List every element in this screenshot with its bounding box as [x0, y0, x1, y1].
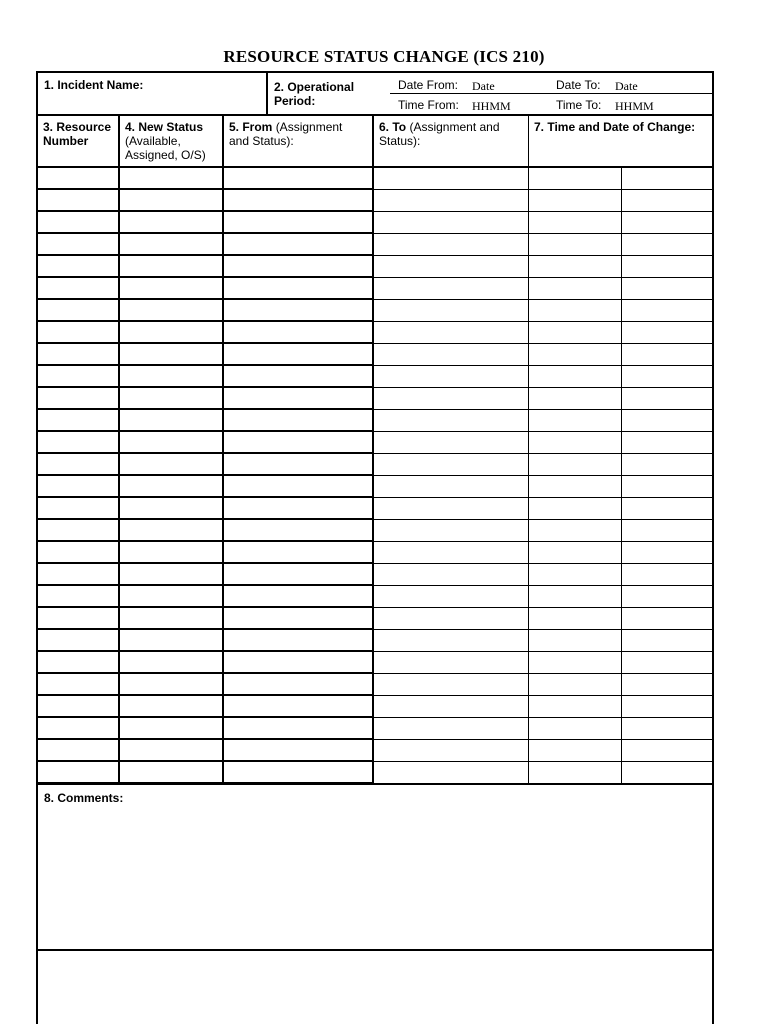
resource-number-cell[interactable] — [38, 542, 120, 564]
to-cell[interactable] — [374, 388, 529, 410]
new-status-cell[interactable] — [120, 498, 224, 520]
time-cell[interactable] — [529, 344, 622, 366]
comments-box[interactable] — [38, 783, 712, 951]
from-cell[interactable] — [224, 674, 374, 696]
new-status-cell[interactable] — [120, 212, 224, 234]
table-row — [38, 498, 712, 520]
time-cell[interactable] — [529, 542, 622, 564]
new-status-cell[interactable] — [120, 564, 224, 586]
from-cell[interactable] — [224, 608, 374, 630]
to-cell[interactable] — [374, 366, 529, 388]
time-cell[interactable] — [529, 278, 622, 300]
table-row — [38, 718, 712, 740]
from-cell[interactable] — [224, 388, 374, 410]
incident-name-label: 1. Incident Name: — [44, 78, 144, 92]
date-cell[interactable] — [622, 366, 712, 388]
date-cell[interactable] — [622, 344, 712, 366]
from-cell[interactable] — [224, 718, 374, 740]
table-row — [38, 256, 712, 278]
from-cell[interactable] — [224, 476, 374, 498]
resource-number-cell[interactable] — [38, 322, 120, 344]
date-cell[interactable] — [622, 168, 712, 190]
resource-number-cell[interactable] — [38, 608, 120, 630]
new-status-cell[interactable] — [120, 344, 224, 366]
new-status-cell[interactable] — [120, 256, 224, 278]
new-status-cell[interactable] — [120, 322, 224, 344]
to-cell[interactable] — [374, 212, 529, 234]
resource-number-cell[interactable] — [38, 278, 120, 300]
table-row — [38, 234, 712, 256]
from-cell[interactable] — [224, 542, 374, 564]
date-cell[interactable] — [622, 696, 712, 718]
new-status-cell[interactable] — [120, 278, 224, 300]
to-label: 6. To — [379, 120, 407, 134]
new-status-cell[interactable] — [120, 520, 224, 542]
date-cell[interactable] — [622, 256, 712, 278]
time-cell[interactable] — [529, 630, 622, 652]
from-cell[interactable] — [224, 564, 374, 586]
resource-number-cell[interactable] — [38, 674, 120, 696]
to-cell[interactable] — [374, 652, 529, 674]
to-cell[interactable] — [374, 300, 529, 322]
table-row — [38, 344, 712, 366]
date-cell[interactable] — [622, 498, 712, 520]
table-row — [38, 168, 712, 190]
time-cell[interactable] — [529, 586, 622, 608]
from-cell[interactable] — [224, 652, 374, 674]
from-label: 5. From — [229, 120, 273, 134]
resource-number-cell[interactable] — [38, 520, 120, 542]
from-cell[interactable] — [224, 454, 374, 476]
divider — [266, 73, 268, 114]
time-cell[interactable] — [529, 366, 622, 388]
time-cell[interactable] — [529, 300, 622, 322]
from-cell[interactable] — [224, 410, 374, 432]
time-from-label: Time From: — [398, 98, 459, 112]
table-row — [38, 300, 712, 322]
from-cell[interactable] — [224, 256, 374, 278]
from-cell[interactable] — [224, 762, 374, 784]
resource-number-cell[interactable] — [38, 300, 120, 322]
to-cell[interactable] — [374, 696, 529, 718]
resource-number-cell[interactable] — [38, 762, 120, 784]
page-title: RESOURCE STATUS CHANGE (ICS 210) — [223, 47, 545, 66]
new-status-cell[interactable] — [120, 608, 224, 630]
new-status-cell[interactable] — [120, 432, 224, 454]
resource-number-cell[interactable] — [38, 564, 120, 586]
from-cell[interactable] — [224, 498, 374, 520]
from-cell[interactable] — [224, 366, 374, 388]
new-status-cell[interactable] — [120, 542, 224, 564]
to-cell[interactable] — [374, 630, 529, 652]
date-cell[interactable] — [622, 322, 712, 344]
to-cell[interactable] — [374, 410, 529, 432]
time-cell[interactable] — [529, 718, 622, 740]
to-cell[interactable] — [374, 740, 529, 762]
to-cell[interactable] — [374, 476, 529, 498]
resource-number-cell[interactable] — [38, 652, 120, 674]
to-cell[interactable] — [374, 432, 529, 454]
from-cell[interactable] — [224, 212, 374, 234]
resource-number-cell[interactable] — [38, 168, 120, 190]
resource-number-cell[interactable] — [38, 256, 120, 278]
date-cell[interactable] — [622, 586, 712, 608]
time-cell[interactable] — [529, 168, 622, 190]
to-cell[interactable] — [374, 718, 529, 740]
time-to-label: Time To: — [556, 98, 602, 112]
resource-number-cell[interactable] — [38, 696, 120, 718]
date-cell[interactable] — [622, 278, 712, 300]
to-cell[interactable] — [374, 564, 529, 586]
table-row — [38, 762, 712, 784]
from-cell[interactable] — [224, 696, 374, 718]
new-status-cell[interactable] — [120, 300, 224, 322]
from-cell[interactable] — [224, 432, 374, 454]
resource-number-cell[interactable] — [38, 454, 120, 476]
table-row — [38, 190, 712, 212]
time-cell[interactable] — [529, 498, 622, 520]
date-cell[interactable] — [622, 388, 712, 410]
resource-number-cell[interactable] — [38, 388, 120, 410]
time-cell[interactable] — [529, 762, 622, 784]
resource-number-cell[interactable] — [38, 586, 120, 608]
to-cell[interactable] — [374, 278, 529, 300]
to-hint: (Assignment and Status): — [379, 120, 500, 148]
table-row — [38, 564, 712, 586]
to-cell[interactable] — [374, 542, 529, 564]
date-cell[interactable] — [622, 674, 712, 696]
time-cell[interactable] — [529, 256, 622, 278]
from-cell[interactable] — [224, 234, 374, 256]
new-status-cell[interactable] — [120, 718, 224, 740]
date-cell[interactable] — [622, 542, 712, 564]
column-header-resource-number — [38, 116, 120, 168]
table-row — [38, 696, 712, 718]
date-from-label: Date From: — [398, 78, 459, 92]
to-cell[interactable] — [374, 344, 529, 366]
table-row — [38, 388, 712, 410]
new-status-cell[interactable] — [120, 454, 224, 476]
resource-number-cell[interactable] — [38, 234, 120, 256]
time-cell[interactable] — [529, 432, 622, 454]
divider — [390, 93, 712, 94]
to-cell[interactable] — [374, 498, 529, 520]
from-cell[interactable] — [224, 190, 374, 212]
from-cell[interactable] — [224, 300, 374, 322]
table-row — [38, 652, 712, 674]
time-date-label: 7. Time and Date of Change: — [534, 120, 696, 134]
resource-number-cell[interactable] — [38, 344, 120, 366]
date-cell[interactable] — [622, 740, 712, 762]
new-status-cell[interactable] — [120, 652, 224, 674]
table-row — [38, 366, 712, 388]
date-to-label: Date To: — [556, 78, 601, 92]
date-cell[interactable] — [622, 652, 712, 674]
ics-210-form — [36, 71, 714, 1024]
from-cell[interactable] — [224, 586, 374, 608]
column-header-time-date — [529, 116, 712, 168]
column-header-from — [224, 116, 374, 168]
date-cell[interactable] — [622, 476, 712, 498]
resource-number-cell[interactable] — [38, 212, 120, 234]
new-status-label: 4. New Status — [125, 120, 204, 134]
table-row — [38, 630, 712, 652]
resource-number-cell[interactable] — [38, 630, 120, 652]
table-row — [38, 542, 712, 564]
table-row — [38, 586, 712, 608]
date-cell[interactable] — [622, 212, 712, 234]
date-cell[interactable] — [622, 190, 712, 212]
table-row — [38, 322, 712, 344]
table-row — [38, 432, 712, 454]
new-status-cell[interactable] — [120, 696, 224, 718]
to-cell[interactable] — [374, 256, 529, 278]
to-cell[interactable] — [374, 586, 529, 608]
resource-number-cell[interactable] — [38, 740, 120, 762]
time-cell[interactable] — [529, 608, 622, 630]
new-status-cell[interactable] — [120, 586, 224, 608]
time-cell[interactable] — [529, 476, 622, 498]
time-cell[interactable] — [529, 652, 622, 674]
date-cell[interactable] — [622, 454, 712, 476]
from-hint: (Assignment and Status): — [229, 120, 343, 148]
to-cell[interactable] — [374, 190, 529, 212]
time-cell[interactable] — [529, 454, 622, 476]
table-row — [38, 520, 712, 542]
date-cell[interactable] — [622, 520, 712, 542]
date-cell[interactable] — [622, 234, 712, 256]
table-row — [38, 454, 712, 476]
to-cell[interactable] — [374, 322, 529, 344]
new-status-cell[interactable] — [120, 674, 224, 696]
time-from-field[interactable]: HHMM — [472, 99, 511, 113]
to-cell[interactable] — [374, 520, 529, 542]
resource-number-cell[interactable] — [38, 190, 120, 212]
table-row — [38, 278, 712, 300]
resource-number-cell[interactable] — [38, 432, 120, 454]
time-to-field[interactable]: HHMM — [615, 99, 654, 113]
to-cell[interactable] — [374, 762, 529, 784]
incident-name-field[interactable] — [38, 73, 266, 114]
time-cell[interactable] — [529, 564, 622, 586]
from-cell[interactable] — [224, 322, 374, 344]
time-cell[interactable] — [529, 740, 622, 762]
from-cell[interactable] — [224, 630, 374, 652]
new-status-cell[interactable] — [120, 410, 224, 432]
new-status-cell[interactable] — [120, 366, 224, 388]
new-status-cell[interactable] — [120, 234, 224, 256]
to-cell[interactable] — [374, 454, 529, 476]
time-cell[interactable] — [529, 410, 622, 432]
column-header-new-status — [120, 116, 224, 168]
to-cell[interactable] — [374, 168, 529, 190]
resource-number-cell[interactable] — [38, 410, 120, 432]
table-row — [38, 674, 712, 696]
date-cell[interactable] — [622, 432, 712, 454]
new-status-cell[interactable] — [120, 630, 224, 652]
date-from-field[interactable]: Date — [472, 79, 495, 93]
new-status-cell[interactable] — [120, 388, 224, 410]
date-cell[interactable] — [622, 300, 712, 322]
resource-number-label: 3. Resource Number — [43, 120, 112, 148]
from-cell[interactable] — [224, 344, 374, 366]
new-status-cell[interactable] — [120, 476, 224, 498]
date-to-field[interactable]: Date — [615, 79, 638, 93]
date-cell[interactable] — [622, 630, 712, 652]
date-cell[interactable] — [622, 564, 712, 586]
date-cell[interactable] — [622, 718, 712, 740]
new-status-cell[interactable] — [120, 762, 224, 784]
time-cell[interactable] — [529, 388, 622, 410]
resource-number-cell[interactable] — [38, 498, 120, 520]
new-status-cell[interactable] — [120, 740, 224, 762]
table-row — [38, 212, 712, 234]
time-cell[interactable] — [529, 520, 622, 542]
time-cell[interactable] — [529, 696, 622, 718]
table-row — [38, 410, 712, 432]
operational-period-label: 2. Operational Period: — [274, 80, 355, 108]
to-cell[interactable] — [374, 608, 529, 630]
resource-number-cell[interactable] — [38, 476, 120, 498]
from-cell[interactable] — [224, 168, 374, 190]
to-cell[interactable] — [374, 674, 529, 696]
time-cell[interactable] — [529, 674, 622, 696]
date-cell[interactable] — [622, 762, 712, 784]
form-header-row — [38, 73, 712, 116]
new-status-hint: (Available, Assigned, O/S) — [125, 134, 206, 162]
time-cell[interactable] — [529, 322, 622, 344]
time-cell[interactable] — [529, 212, 622, 234]
resource-number-cell[interactable] — [38, 366, 120, 388]
from-cell[interactable] — [224, 520, 374, 542]
table-row — [38, 608, 712, 630]
comments-label: 8. Comments: — [44, 791, 124, 805]
time-cell[interactable] — [529, 190, 622, 212]
date-cell[interactable] — [622, 608, 712, 630]
new-status-cell[interactable] — [120, 168, 224, 190]
table-row — [38, 740, 712, 762]
resource-number-cell[interactable] — [38, 718, 120, 740]
date-cell[interactable] — [622, 410, 712, 432]
time-cell[interactable] — [529, 234, 622, 256]
column-header-to — [374, 116, 529, 168]
from-cell[interactable] — [224, 740, 374, 762]
new-status-cell[interactable] — [120, 190, 224, 212]
table-row — [38, 476, 712, 498]
to-cell[interactable] — [374, 234, 529, 256]
from-cell[interactable] — [224, 278, 374, 300]
